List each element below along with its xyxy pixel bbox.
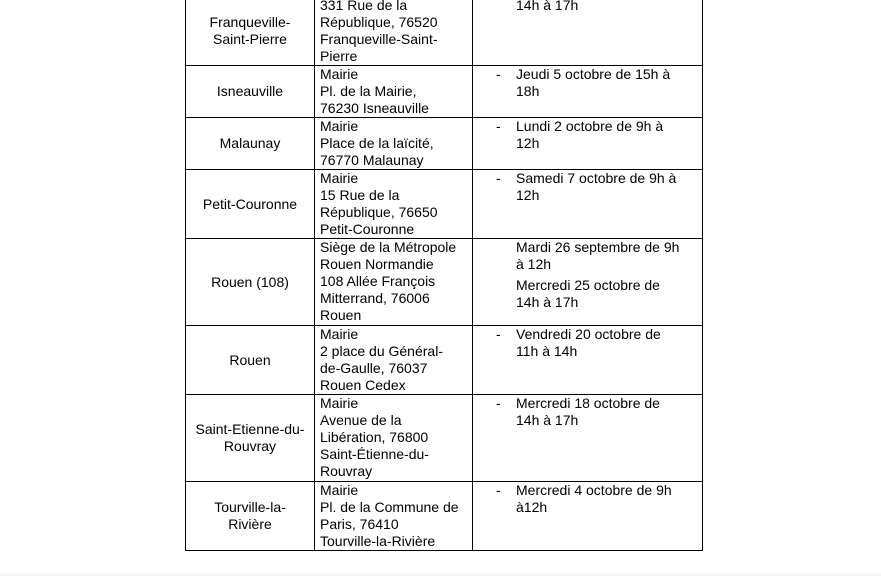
address-line: Pl. de la Mairie,: [320, 83, 417, 99]
date-line: à12h: [516, 499, 548, 515]
dates-cell: [473, 170, 703, 239]
address-cell: [315, 170, 473, 239]
address-cell: [315, 0, 473, 66]
address-line: Saint-Étienne-du-: [320, 446, 429, 462]
address-line: Mairie: [320, 326, 359, 342]
dates-cell: [473, 118, 703, 170]
dates-cell: [473, 482, 703, 551]
address-line: Pl. de la Commune de: [320, 499, 459, 515]
commune-name-line: Franqueville-: [209, 14, 291, 30]
commune-name-line: Saint-Pierre: [213, 31, 287, 47]
address-line: Mairie: [320, 118, 359, 134]
commune-name-line: Rouvray: [223, 438, 277, 454]
commune-name-line: Rouen: [229, 351, 271, 368]
list-dash: -: [496, 170, 501, 186]
table-row: [186, 0, 703, 66]
address-line: Mairie: [320, 66, 359, 82]
address-cell: [315, 482, 473, 551]
commune-name-line: Tourville-la-: [214, 499, 286, 515]
address-cell: [315, 395, 473, 482]
commune-cell: [186, 482, 315, 551]
date-line: 14h à 17h: [516, 294, 579, 310]
date-slot: [473, 170, 702, 204]
date-slot: [473, 326, 702, 360]
address-line: 15 Rue de la: [320, 187, 400, 203]
date-slot: [473, 0, 702, 14]
address-line: Franqueville-Saint-: [320, 31, 438, 47]
table-row: [186, 326, 703, 395]
date-slot: [473, 482, 702, 516]
address-line: Mitterrand, 76006: [320, 290, 430, 306]
date-slot: [473, 395, 702, 429]
date-line: 14h à 17h: [516, 0, 579, 13]
date-line: Jeudi 5 octobre de 15h à: [516, 66, 671, 82]
address-line: Rouen Normandie: [320, 256, 434, 272]
date-slot: [473, 66, 702, 100]
commune-name-line: Petit-Couronne: [202, 195, 298, 212]
page-bottom-edge: [0, 572, 881, 576]
address-line: Rouvray: [320, 463, 373, 479]
date-line: 12h: [516, 135, 540, 151]
date-line: Mercredi 4 octobre de 9h: [516, 482, 672, 498]
address-line: 331 Rue de la: [320, 0, 408, 13]
commune-cell: [186, 66, 315, 118]
address-line: Tourville-la-Rivière: [320, 533, 436, 549]
commune-cell: [186, 170, 315, 239]
commune-name-line: Saint-Etienne-du-: [195, 421, 305, 437]
address-cell: [315, 239, 473, 326]
list-dash: -: [496, 66, 501, 82]
date-line: 14h à 17h: [516, 412, 579, 428]
address-line: Siège de la Métropole: [320, 239, 457, 255]
address-line: 76770 Malaunay: [320, 152, 424, 168]
date-line: Mercredi 18 octobre de: [516, 395, 660, 411]
commune-name-line: Malaunay: [219, 135, 281, 151]
list-dash: -: [496, 118, 501, 134]
commune-cell: [186, 239, 315, 326]
table-row: [186, 239, 703, 326]
table-row: [186, 66, 703, 118]
address-line: Rouen: [320, 307, 362, 323]
address-line: Libération, 76800: [320, 429, 429, 445]
address-line: Pierre: [320, 48, 358, 64]
address-cell: [315, 326, 473, 395]
table-row: [186, 482, 703, 551]
date-line: à 12h: [516, 256, 552, 272]
address-line: 76230 Isneauville: [320, 100, 429, 116]
address-line: Mairie: [320, 482, 359, 498]
address-line: Petit-Couronne: [320, 221, 415, 237]
address-cell: [315, 66, 473, 118]
date-line: Lundi 2 octobre de 9h à: [516, 118, 664, 134]
date-slot: [473, 239, 702, 273]
date-line: 12h: [516, 187, 540, 203]
address-line: Rouen Cedex: [320, 377, 406, 393]
address-line: Mairie: [320, 170, 359, 186]
table-row: [186, 395, 703, 482]
permanence-schedule-table: [185, 0, 703, 551]
table-row: [186, 118, 703, 170]
dates-cell: [473, 66, 703, 118]
date-line: Vendredi 20 octobre de: [516, 326, 661, 342]
date-slot: [473, 118, 702, 152]
commune-name-line: Isneauville: [216, 83, 284, 99]
address-line: Mairie: [320, 395, 359, 411]
date-slot: [473, 277, 702, 311]
address-cell: [315, 118, 473, 170]
commune-cell: [186, 395, 315, 482]
commune-cell: [186, 118, 315, 170]
table-row: [186, 170, 703, 239]
list-dash: -: [496, 482, 501, 498]
address-line: 2 place du Général-: [320, 343, 443, 359]
address-line: 108 Allée François: [320, 273, 436, 289]
address-line: Avenue de la: [320, 412, 402, 428]
dates-cell: [473, 0, 703, 66]
commune-cell: [186, 0, 315, 66]
address-line: République, 76650: [320, 204, 438, 220]
dates-cell: [473, 326, 703, 395]
date-line: Samedi 7 octobre de 9h à: [516, 170, 677, 186]
date-line: Mercredi 25 octobre de: [516, 277, 660, 293]
commune-name-line: Rouen (108): [211, 273, 289, 290]
list-dash: -: [496, 395, 501, 411]
address-line: République, 76520: [320, 14, 438, 30]
list-dash: -: [496, 326, 501, 342]
address-line: Place de la laïcité,: [320, 135, 434, 151]
commune-name-line: Rivière: [228, 516, 272, 532]
date-line: 11h à 14h: [516, 343, 578, 359]
date-line: 18h: [516, 83, 540, 99]
date-line: Mardi 26 septembre de 9h: [516, 239, 680, 255]
dates-cell: [473, 239, 703, 326]
dates-cell: [473, 395, 703, 482]
commune-cell: [186, 326, 315, 395]
address-line: de-Gaulle, 76037: [320, 360, 428, 376]
table-body: [186, 0, 703, 551]
address-line: Paris, 76410: [320, 516, 399, 532]
